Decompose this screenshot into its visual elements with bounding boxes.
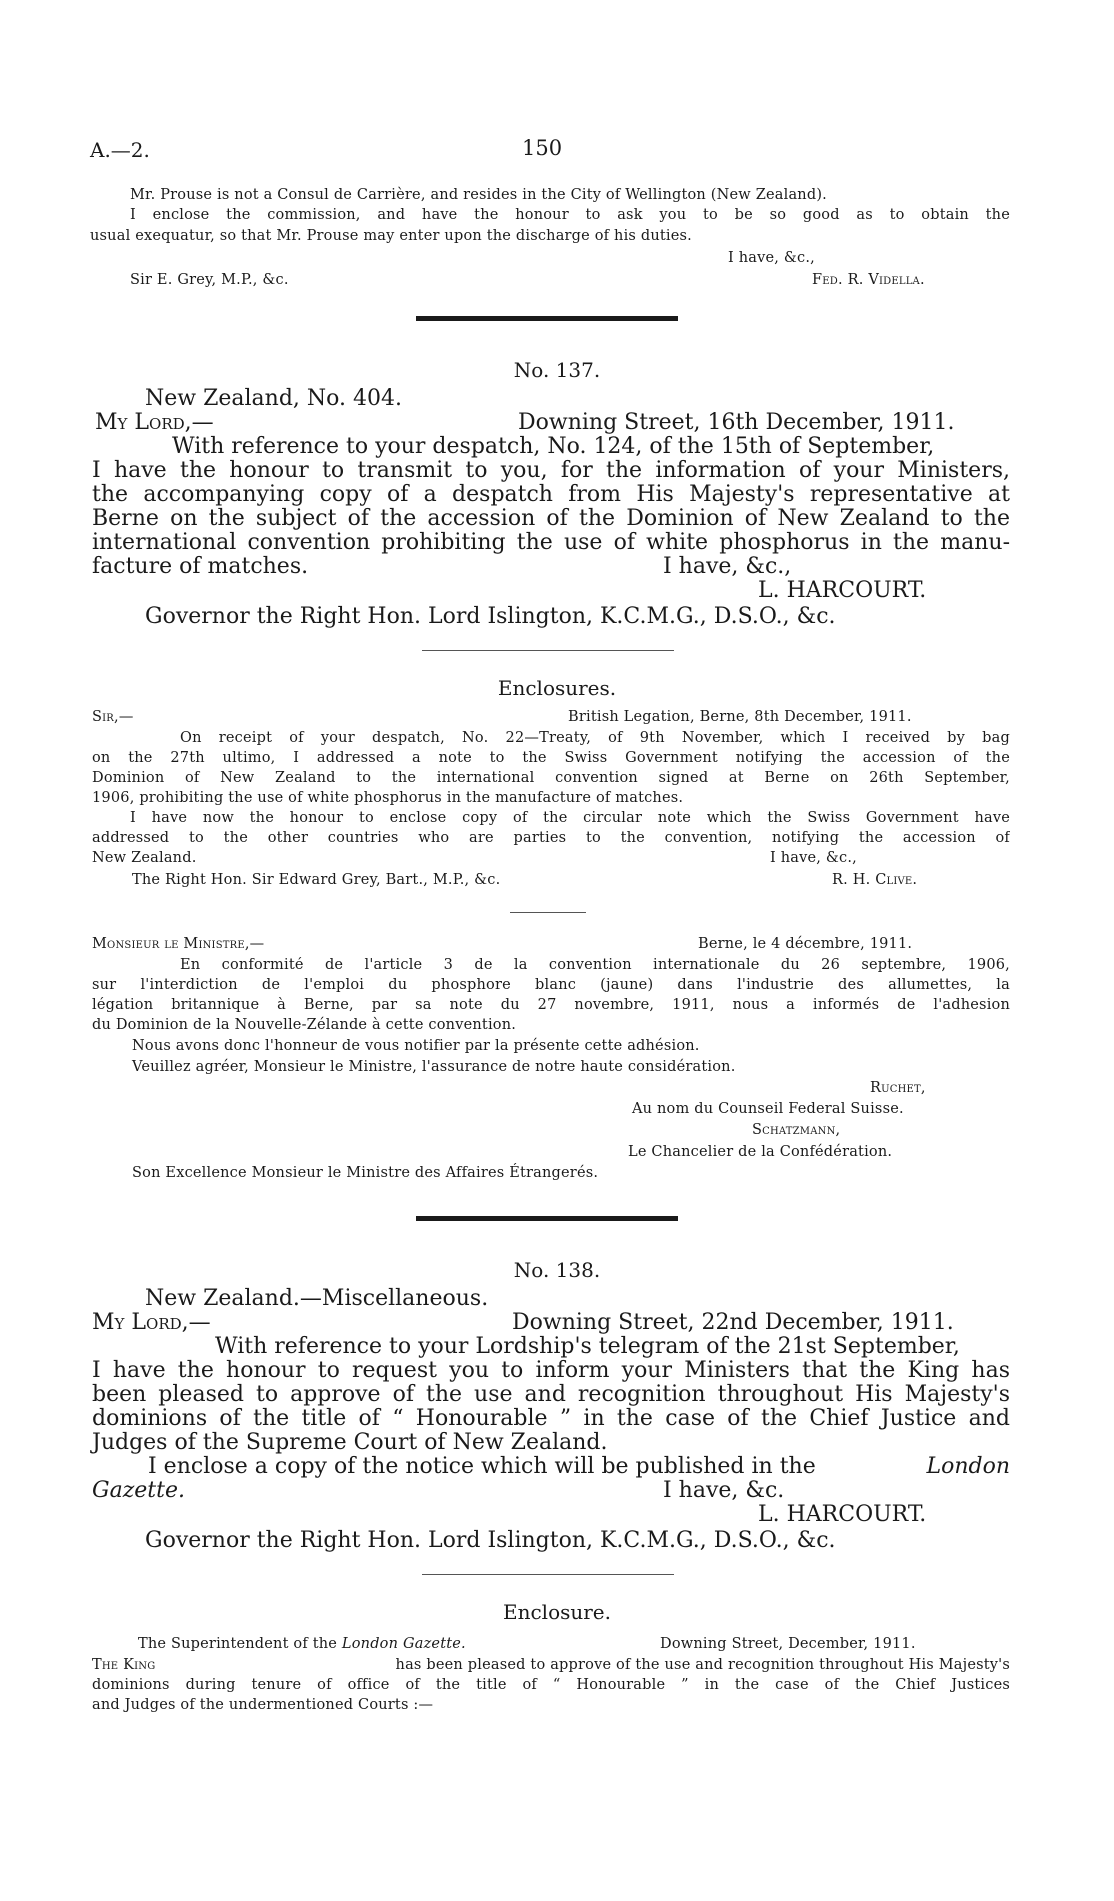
text-line: légation britannique à Berne, par sa note du 27 novembre, 1911, nous a informés de l'adhesion [92, 997, 1010, 1013]
text-line: been pleased to approve of the use and recognition throughout His Majesty's [92, 1382, 1010, 1407]
text-line: the accompanying copy of a despatch from His Majesty's representative at [92, 482, 1010, 507]
text-line: With reference to your despatch, No. 124, of the 15th of September, [172, 434, 935, 459]
salutation: Monsieur le Ministre,— [92, 936, 265, 952]
publication-title: Gazette. [92, 1478, 185, 1503]
text-lead: The King [92, 1657, 156, 1673]
salutation: My Lord,— [95, 410, 214, 435]
despatch-number: No. 138. [513, 1258, 601, 1282]
signature: R. H. Clive. [832, 872, 918, 888]
signature: L. HARCOURT. [758, 578, 927, 603]
despatch-number: No. 137. [513, 358, 601, 382]
text-line: addressed to the other countries who are parties to the convention, notifying the accession of [92, 830, 1010, 846]
signatory-title: Au nom du Counseil Federal Suisse. [632, 1101, 904, 1117]
addressee: Sir E. Grey, M.P., &c. [130, 272, 289, 288]
dateline: Downing Street, 16th December, 1911. [518, 410, 955, 435]
signature: Fed. R. Vidella. [812, 272, 925, 288]
closing: I have, &c., [663, 554, 792, 579]
text-line: sur l'interdiction de l'emploi du phosphore blanc (jaune) dans l'industrie des allumettes, la [92, 977, 1010, 993]
salutation: My Lord,— [92, 1310, 211, 1335]
divider [510, 912, 586, 913]
text-line: dominions during tenure of office of the title of “ Honourable ” in the case of the Chief Justices [92, 1677, 1010, 1693]
closing: I have, &c., [770, 850, 857, 866]
divider [422, 1574, 674, 1575]
text-line: Mr. Prouse is not a Consul de Carrière, and resides in the City of Wellington (New Zealand). [130, 187, 827, 203]
publication-title: London Gazette. [341, 1636, 466, 1652]
addressee: Governor the Right Hon. Lord Islington, K.C.M.G., D.S.O., &c. [145, 604, 836, 629]
document-reference: A.—2. [90, 138, 150, 162]
despatch-ref: New Zealand, No. 404. [145, 386, 402, 411]
text-line: Dominion of New Zealand to the international convention signed at Berne on 26th September, [92, 770, 1010, 786]
dateline: Downing Street, December, 1911. [660, 1636, 916, 1652]
section-rule [416, 316, 678, 321]
despatch-ref: New Zealand.—Miscellaneous. [145, 1286, 489, 1311]
text-line-body: has been pleased to approve of the use and recognition throughout His Majesty's [395, 1657, 1010, 1673]
text-line: international convention prohibiting the use of white phosphorus in the manu- [92, 530, 1010, 555]
text-line: Veuillez agréer, Monsieur le Ministre, l'assurance de notre haute considération. [132, 1059, 736, 1075]
text-line: With reference to your Lordship's telegram of the 21st September, [215, 1334, 960, 1359]
signatory-title: Le Chancelier de la Confédération. [628, 1144, 893, 1160]
recipient-label: The Superintendent of the [138, 1636, 338, 1652]
text-line: on the 27th ultimo, I addressed a note to the Swiss Government notifying the accession of the [92, 750, 1010, 766]
divider [422, 650, 674, 651]
text-line: I enclose the commission, and have the honour to ask you to be so good as to obtain the [130, 207, 1010, 223]
salutation: Sir,— [92, 709, 134, 725]
section-heading: Enclosures. [497, 676, 617, 700]
closing: I have, &c. [663, 1478, 785, 1503]
dateline: Berne, le 4 décembre, 1911. [698, 936, 913, 952]
text-line: 1906, prohibiting the use of white phosphorus in the manufacture of matches. [92, 790, 684, 806]
addressee: The Right Hon. Sir Edward Grey, Bart., M.P., &c. [132, 872, 501, 888]
publication-title: London [926, 1454, 1010, 1479]
addressee: Governor the Right Hon. Lord Islington, K.C.M.G., D.S.O., &c. [145, 1528, 836, 1553]
text-line-body: I enclose a copy of the notice which will be published in the [148, 1454, 816, 1479]
text-line: On receipt of your despatch, No. 22—Treaty, of 9th November, which I received by bag [180, 730, 1010, 746]
text-line: du Dominion de la Nouvelle-Zélande à cette convention. [92, 1017, 517, 1033]
page-number: 150 [522, 136, 563, 160]
closing: I have, &c., [728, 250, 815, 266]
text-line: usual exequatur, so that Mr. Prouse may enter upon the discharge of his duties. [90, 228, 692, 244]
text-line: Judges of the Supreme Court of New Zealand. [92, 1430, 608, 1455]
recipient [138, 1636, 466, 1652]
text-line: New Zealand. [92, 850, 197, 866]
text-line: I have now the honour to enclose copy of the circular note which the Swiss Government have [130, 810, 1010, 826]
text-line: facture of matches. [92, 554, 309, 579]
section-rule [416, 1216, 678, 1221]
text-line: Nous avons donc l'honneur de vous notifier par la présente cette adhésion. [132, 1038, 700, 1054]
text-line: dominions of the title of “ Honourable ” in the case of the Chief Justice and [92, 1406, 1010, 1431]
text-line [148, 1454, 1010, 1479]
section-heading: Enclosure. [502, 1600, 612, 1624]
addressee: Son Excellence Monsieur le Ministre des Affaires Étrangerés. [132, 1165, 599, 1181]
signature: L. HARCOURT. [758, 1502, 927, 1527]
signatory: Schatzmann, [752, 1122, 841, 1138]
text-line: En conformité de l'article 3 de la convention internationale du 26 septembre, 1906, [180, 957, 1010, 973]
text-line: Berne on the subject of the accession of the Dominion of New Zealand to the [92, 506, 1010, 531]
text-line [92, 1657, 1010, 1673]
signatory: Ruchet, [870, 1080, 926, 1096]
text-line: I have the honour to request you to inform your Ministers that the King has [92, 1358, 1010, 1383]
dateline: British Legation, Berne, 8th December, 1911. [568, 709, 912, 725]
dateline: Downing Street, 22nd December, 1911. [512, 1310, 954, 1335]
text-line: I have the honour to transmit to you, for the information of your Ministers, [92, 458, 1010, 483]
text-line: and Judges of the undermentioned Courts :— [92, 1697, 434, 1713]
